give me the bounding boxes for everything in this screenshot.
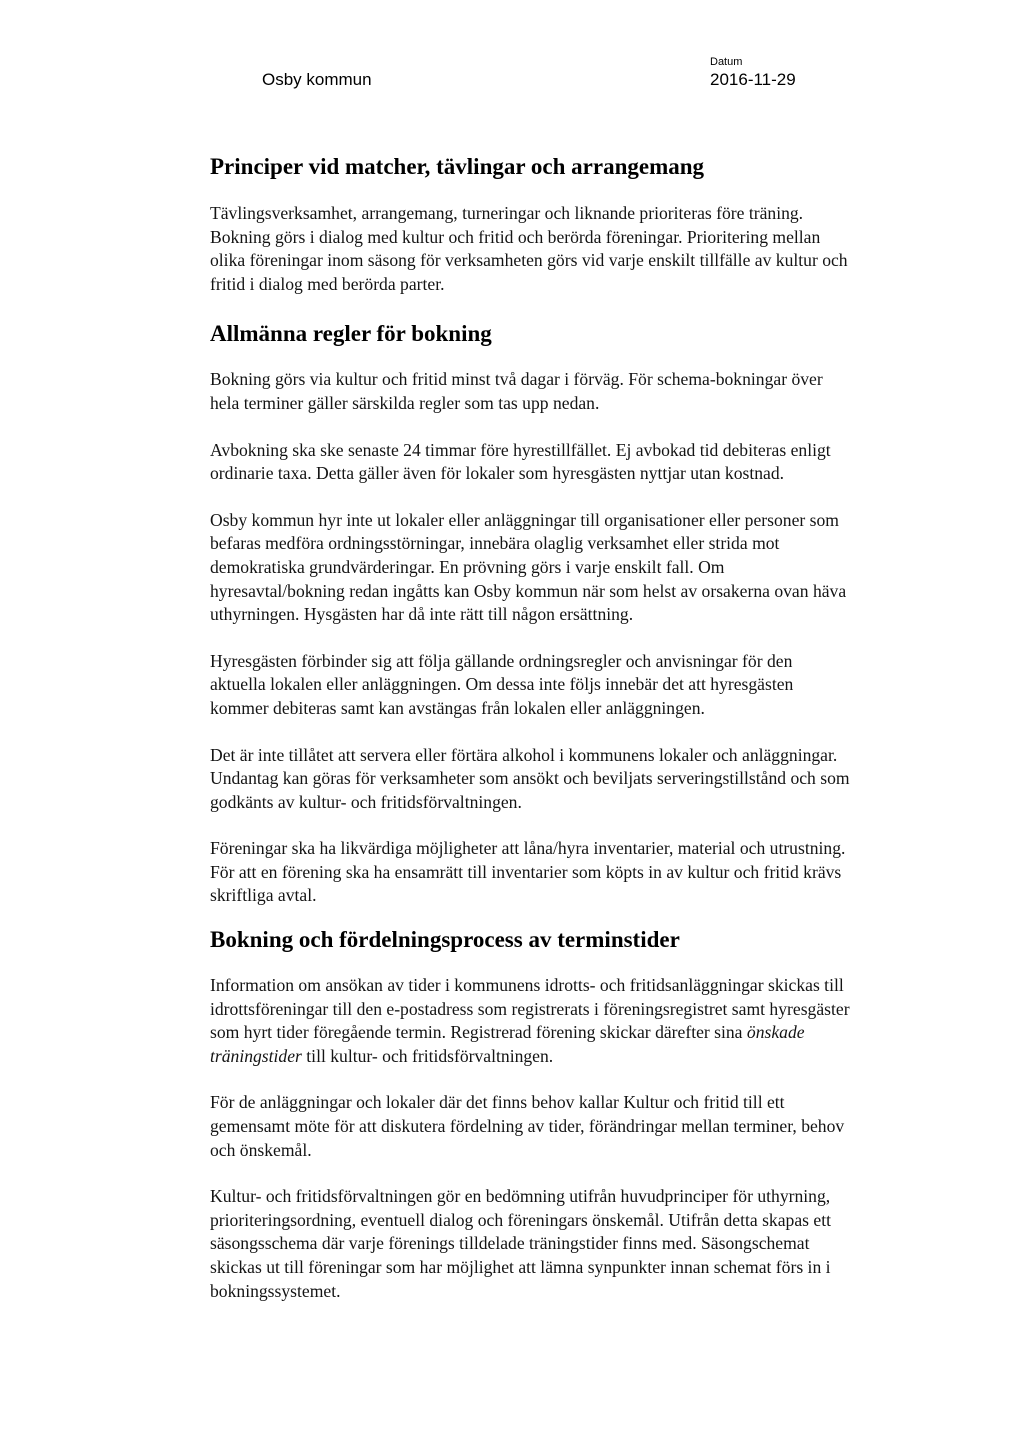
paragraph-assessment: Kultur- och fritidsförvaltningen gör en bedömning utifrån huvudprinciper för uthyrning, prioriteringsordning, eventuell dialog och föreningars önskemål. Utifrån detta skapas ett säsongsschema där varje förenings tilldelade träningstider finns med. Säsongschemat skickas ut till föreningar som har möjlighet att lämna synpunkter innan schemat förs in i bokningssystemet. xyxy=(210,1186,831,1301)
section-heading-general-rules: Allmänna regler för bokning xyxy=(210,321,492,347)
paragraph-booking-advance: Bokning görs via kultur och fritid minst två dagar i förväg. För schema-bokningar över hela terminer gäller särskilda regler som tas upp nedan. xyxy=(210,369,823,413)
section-heading-term-booking: Bokning och fördelningsprocess av terminstider xyxy=(210,927,680,953)
organization-name: Osby kommun xyxy=(262,70,372,89)
paragraph-application-info-start: Information om ansökan av tider i kommunens idrotts- och fritidsanläggningar skickas till idrottsföreningar till den e-postadress som registrerats i föreningsregistret samt hyresgäster som hyrt tider föregående termin. Registrerad förening skickar därefter sina xyxy=(210,975,850,1043)
paragraph-equipment: Föreningar ska ha likvärdiga möjligheter att låna/hyra inventarier, material och utrustning. För att en förening ska ha ensamrätt till inventarier som köpts in av kultur och fritid krävs skriftliga avtal. xyxy=(210,838,846,906)
paragraph-joint-meeting: För de anläggningar och lokaler där det finns behov kallar Kultur och fritid till ett gemensamt möte för att diskutera fördelning av tider, förändringar mellan terminer, behov och önskemål. xyxy=(210,1092,845,1160)
paragraph-alcohol: Det är inte tillåtet att servera eller förtära alkohol i kommunens lokaler och anläggningar. Undantag kan göras för verksamheter som ansökt och beviljats serveringstillstånd och som godkänts av kultur- och fritidsförvaltningen. xyxy=(210,744,850,812)
emphasis-desired-training-times: önskade träningstider xyxy=(210,1022,805,1066)
paragraph-order-rules: Hyresgästen förbinder sig att följa gällande ordningsregler och anvisningar för den aktuella lokalen eller anläggningen. Om dessa inte följs innebär det att hyresgästen kommer debiteras samt kan avstängas från lokalen eller anläggningen. xyxy=(210,650,794,718)
paragraph-principles: Tävlingsverksamhet, arrangemang, turneringar och liknande prioriteras före träning. Bokning görs i dialog med kultur och fritid och berörda föreningar. Prioritering mellan olika föreningar inom säsong för verksamheten görs vid varje enskilt tillfälle av kultur och fritid i dialog med berörda parter. xyxy=(210,203,848,294)
document-body xyxy=(210,152,850,1326)
paragraph-application-info xyxy=(210,974,850,1068)
section-heading-principles: Principer vid matcher, tävlingar och arrangemang xyxy=(210,154,705,179)
paragraph-application-info-end: till kultur- och fritidsförvaltningen. xyxy=(301,1045,554,1066)
paragraph-cancellation: Avbokning ska ske senaste 24 timmar före hyrestillfället. Ej avbokad tid debiteras enligt ordinarie taxa. Detta gäller även för lokaler som hyresgästen nyttjar utan kostnad. xyxy=(210,439,831,484)
document-date: 2016-11-29 xyxy=(710,70,796,89)
date-label: Datum xyxy=(710,56,743,68)
paragraph-rental-refusal: Osby kommun hyr inte ut lokaler eller anläggningar till organisationer eller personer som befaras medföra ordningsstörningar, innebära olaglig verksamhet eller strida mot demokratiska grundvärderingar. En prövning görs i varje enskilt fall. Om hyresavtal/bokning redan ingåtts kan Osby kommun när som helst av orsakerna ovan häva uthyrningen. Hysgästen har då inte rätt till någon ersättning. xyxy=(210,509,847,625)
